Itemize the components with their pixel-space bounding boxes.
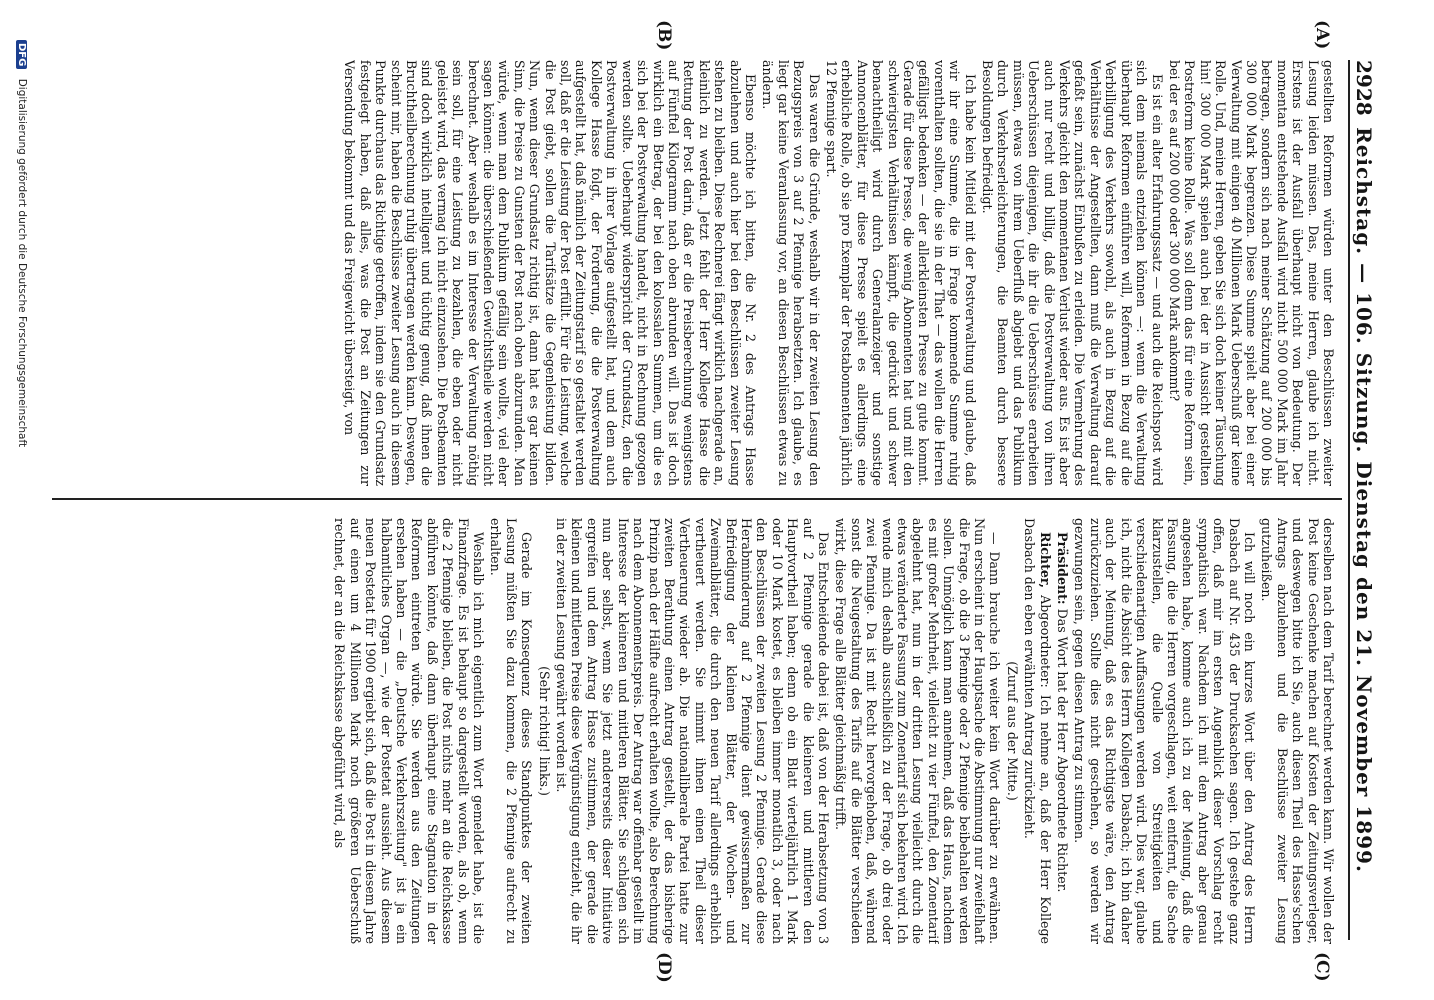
margin-marker-a: (A)	[1312, 20, 1332, 50]
paragraph: Ich habe kein Mitleid mit der Postverwaltung und glaube, daß wir ihr eine Summe, die in Frage kommende Summe ruhig vorenthalten sollten, die sie in der That — das wollen die Herren gefälligst bedenken — der allerkleinsten Presse zu gute kommt. Gerade für diese Presse, die wenig Abonnenten hat und mit den schwierigsten Verhältnissen kämpft, die gedrückt und schwer benachtheiligt wird durch Generalanzeiger und sonstige Annoncenblätter, für diese Presse spielt es allerdings eine erhebliche Rolle, ob sie pro Exemplar der Postabonnenten jährlich 12 Pfennige spart.	[824, 60, 978, 486]
paragraph: Gerade im Konsequenz dieses Standpunktes der zweiten Lesung müßten Sie dazu kommen, die 2 Pfennige aufrecht zu erhalten.	[488, 518, 535, 944]
paragraph: Das Entscheidende dabei ist, daß von der Herabsetzung von 3 auf 2 Pfennige gerade die kleineren und mittleren den Hauptvortheil haben; denn ob ein Blatt vierteljährlich 1 Mark oder 10 Mark kostet, es bleiben immer monatlich 3, oder nach den Beschlüssen der zweiten Lesung 2 Pfennige. Gerade diese Herabminderung auf 2 Pfennige dient gewissermaßen zur Befriedigung der kleinen Blätter, der Wochen- und Zweimalblätter, die durch den neuen Tarif allerdings erheblich vertheuert werden. Sie nimmt ihnen einen Theil dieser Vertheuerung wieder ab. Die nationalliberale Partei hatte zur zweiten Berathung einen Antrag gestellt, der das bisherige Prinzip nach der Hälfte aufrecht erhalten wollte, also Berechnung nach dem Abonnementspreis. Der Antrag war offenbar gestellt im Interesse der kleineren und mittleren Blätter. Sie schlagen sich nun aber selbst, wenn Sie jetzt andererseits dieser Initiative ergreifen und dem Antrag Hasse zustimmen, der gerade die kleinen und mittleren Preise diese Vergünstigung entzieht, die ihr in der zweiten Lesung gewährt worden ist.	[554, 518, 831, 944]
margin-marker-c: (C)	[1312, 952, 1332, 982]
speaker-text: Das Wort hat der Herr Abgeordnete Richter.	[1055, 608, 1071, 893]
speaker-paragraph	[1055, 518, 1070, 944]
paragraph: Weshalb ich mich eigentlich zum Wort gemeldet habe, ist die Finanzfrage. Es ist behaupt so dargestellt worden, als ob, wenn die 2 Pfennige bleiben, die Post nichts mehr an die Reichskasse abführen könnte, daß dann überhaupt eine Stagnation in der Reformen eintreten würde. Sie werden aus den Zeitungen ersehen haben — die „Deutsche Verkehrszeitung" ist ja ein halbamtliches Organ —, wie der Postetat aussieht. Aus diesem neuen Postetat für 1900 ergiebt sich, daß die Post in diesem Jahre auf einen um 4 Millionen Mark noch größeren Ueberschuß rechnet, der an die Reichskasse abgeführt wird, als	[332, 518, 487, 944]
page-header	[1348, 60, 1376, 940]
paragraph: Ich will noch ein kurzes Wort über den Antrag des Herrn Dasbach auf Nr. 435 der Drucksachen sagen. Ich gestehe ganz offen, daß mir im ersten Augenblick dieser Vorschlag recht sympathisch war. Nachdem ich mit dem Antrag aber genau angesehen habe, komme auch ich zu der Meinung, daß die Fassung, die die Herren vorgeschlagen, weit entfernt, die Sache klarzustellen, die Quelle von Streitigkeiten und verschiedenartigen Auffassungen werden wird. Dies war, glaube ich, nicht die Absicht des Herrn Kollegen Dasbach; ich bin daher auch der Meinung, daß es das Richtigste wäre, den Antrag zurückzuziehen. Sollte dies nicht geschehen, so werden wir gezwungen sein, gegen diesen Antrag zu stimmen.	[1072, 518, 1257, 944]
paragraph: — Dann brauche ich weiter kein Wort darüber zu erwähnen. Nun erscheint in der Hauptsache die Abstimmung nur zweifelhaft die Frage, ob die 3 Pfennige oder 2 Pfennige beibehalten werden sollen. Unmöglich kann man annehmen, daß das Haus, nachdem es mit großer Mehrheit, vielleicht zu vier Fünftel, den Zonentarif abgelehnt hat, nun in der dritten Lesung vielleicht durch die etwas veränderte Fassung zum Zonentarif sich bekehren wird. Ich wende mich deshalb ausschließlich zu der Frage, ob drei oder zwei Pfennige. Da ist mit Recht hervorgehoben, daß, während sonst die Neugestaltung des Tarifs auf die Blätter verschieden wirkt, diese Frage alle Blätter gleichmäßig trifft.	[833, 518, 1003, 944]
dfg-logo: DFG	[16, 40, 27, 69]
paragraph: gestellten Reformen würden unter den Beschlüssen zweiter Lesung leiden müssen. Das, meine Herren, glaube ich nicht. Erstens ist der Ausfall überhaupt nicht von Bedeutung. Der momentan entstehende Ausfall wird nicht 500 000 Mark im Jahr betragen, sondern sich nach meiner Schätzung auf 200 000 bis 300 000 Mark begrenzen. Diese Summe spielt aber bei einer Verwaltung mit einigen 40 Millionen Mark Ueberschuß gar keine Rolle. Und, meine Herren, geben Sie sich doch keiner Täuschung hin! 300 000 Mark spielen auch bei der in Aussicht gestellten Postreform keine Rolle. Was soll denn das für eine Reform sein, bei der es auf 200 000 oder 300 000 Mark ankommt?	[1166, 60, 1336, 486]
paragraph: Es ist ein alter Erfahrungssatz — und auch die Reichspost wird sich dem niemals entziehen können —: wenn die Verwaltung überhaupt Reformen einführen will, Reformen in Bezug auf die Verbilligung des Verkehrs sowohl, als auch in Bezug auf die Verhältnisse der Angestellten, dann muß die Verwaltung darauf gefaßt sein, zunächst Einbußen zu erleiden. Die Vermehrung des Verkehrs gleicht den momentanen Verlust wieder aus. Es ist aber auch nur recht und billig, daß die Postverwaltung von ihren Ueberschüssen diejenigen, die ihr die Ueberschüsse erarbeiten müssen, etwas von ihrem Ueberfluß abgiebt und das Publikum durch Verkehrserleichterungen, die Beamten durch bessere Besoldungen befriedigt.	[980, 60, 1165, 486]
column-divider	[52, 498, 1342, 500]
speaker-text: Abgeordneter: Ich nehme an, daß der Herr Kollege Dasbach den eben erwähnten Antrag zurückzieht.	[1022, 518, 1053, 944]
paragraph: Das waren die Gründe, weshalb wir in der zweiten Lesung den Bezugspreis von 3 auf 2 Pfennige herabsetzten. Ich glaube, es liegt gar keine Veranlassung vor, an diesen Beschlüssen etwas zu ändern.	[760, 60, 822, 486]
paragraph: Ebenso möchte ich bitten, die Nr. 2 des Antrags Hasse abzulehnen und auch hier bei den Beschlüssen zweiter Lesung stehen zu bleiben. Diese Rechnerei fängt wirklich nachgerade an, kleinlich zu werden. Jetzt fehlt der Herr Kollege Hasse die Rettung der Post darin, daß er die Preisberechnung wenigstens auf Fünftel Kilogramm nach oben abrunden will. Das ist doch wirklich ein Betrag, der bei den kolossalen Summen, um die es sich bei der Postverwaltung handelt, nicht in Rechnung gezogen werden sollte. Ueberhaupt widerspricht der Grundsatz, den die Postverwaltung in ihrer Vorlage aufgestellt hat, und dem auch Kollege Hasse folgt, der Forderung, die die Postverwaltung aufgestellt hat, daß nämlich der Zeitungstarif so gestaltet werden soll, daß er die Leistung der Post erfüllt. Für die Leistung, welche die Post giebt, sollen die Tarifsätze die Gegenleistung bilden. Nun, wenn dieser Grundsatz richtig ist, dann hat es gar keinen Sinn, die Preise zu Gunsten der Post nach oben abzurunden. Man würde, wenn man dem Publikum gefällig sein wollte, viel eher sagen können: die überschießenden Gewichtstheile werden nicht berechnet. Aber weshalb es im Interesse der Verwaltung nöthig sein soll, für eine Leistung zu bezahlen, die eben oder nicht geleistet wird, das vermag ich nicht einzusehen. Die Postbeamten sind doch wirklich intelligent und tüchtig genug, daß ihnen die Bruchtheilberechnung ruhig übertragen werden kann. Deswegen, scheint mir, haben die Beschlüsse zweiter Lesung auch in diesem Punkte durchaus das Richtige getroffen, indem sie den Grundsatz festgelegt haben, daß alles, was die Post an Zeitungen zur Versendung bekommt und das Freigewicht übersteigt, von	[342, 60, 758, 486]
interjection: (Sehr richtig! links.)	[536, 666, 552, 796]
footer	[8, 40, 28, 960]
margin-marker-b: (B)	[654, 20, 674, 51]
paragraph: derselben nach dem Tarif berechnet werden kann. Wir wollen der Post keine Geschenke machen auf Kosten der Zeitungsverleger, und deswegen bitte ich Sie, auch diesen Theil des Hasse'schen Antrags abzulehnen und die Beschlüsse zweiter Lesung gutzuheißen.	[1259, 518, 1336, 944]
margin-marker-d: (D)	[654, 952, 674, 983]
interjection: (Zuruf aus der Mitte.)	[1004, 661, 1020, 801]
page-number: 2928	[1352, 60, 1376, 116]
page-title: Reichstag. — 106. Sitzung. Dienstag den 21. November 1899.	[1352, 127, 1376, 873]
speaker-name: Präsident:	[1055, 532, 1071, 605]
speaker-paragraph	[1022, 518, 1053, 944]
footer-text: Digitalisierung gefördert durch die Deutsche Forschungsgemeinschaft	[16, 78, 28, 448]
right-column	[54, 518, 1336, 944]
left-column	[54, 60, 1336, 486]
speaker-name: Richter,	[1037, 532, 1053, 589]
